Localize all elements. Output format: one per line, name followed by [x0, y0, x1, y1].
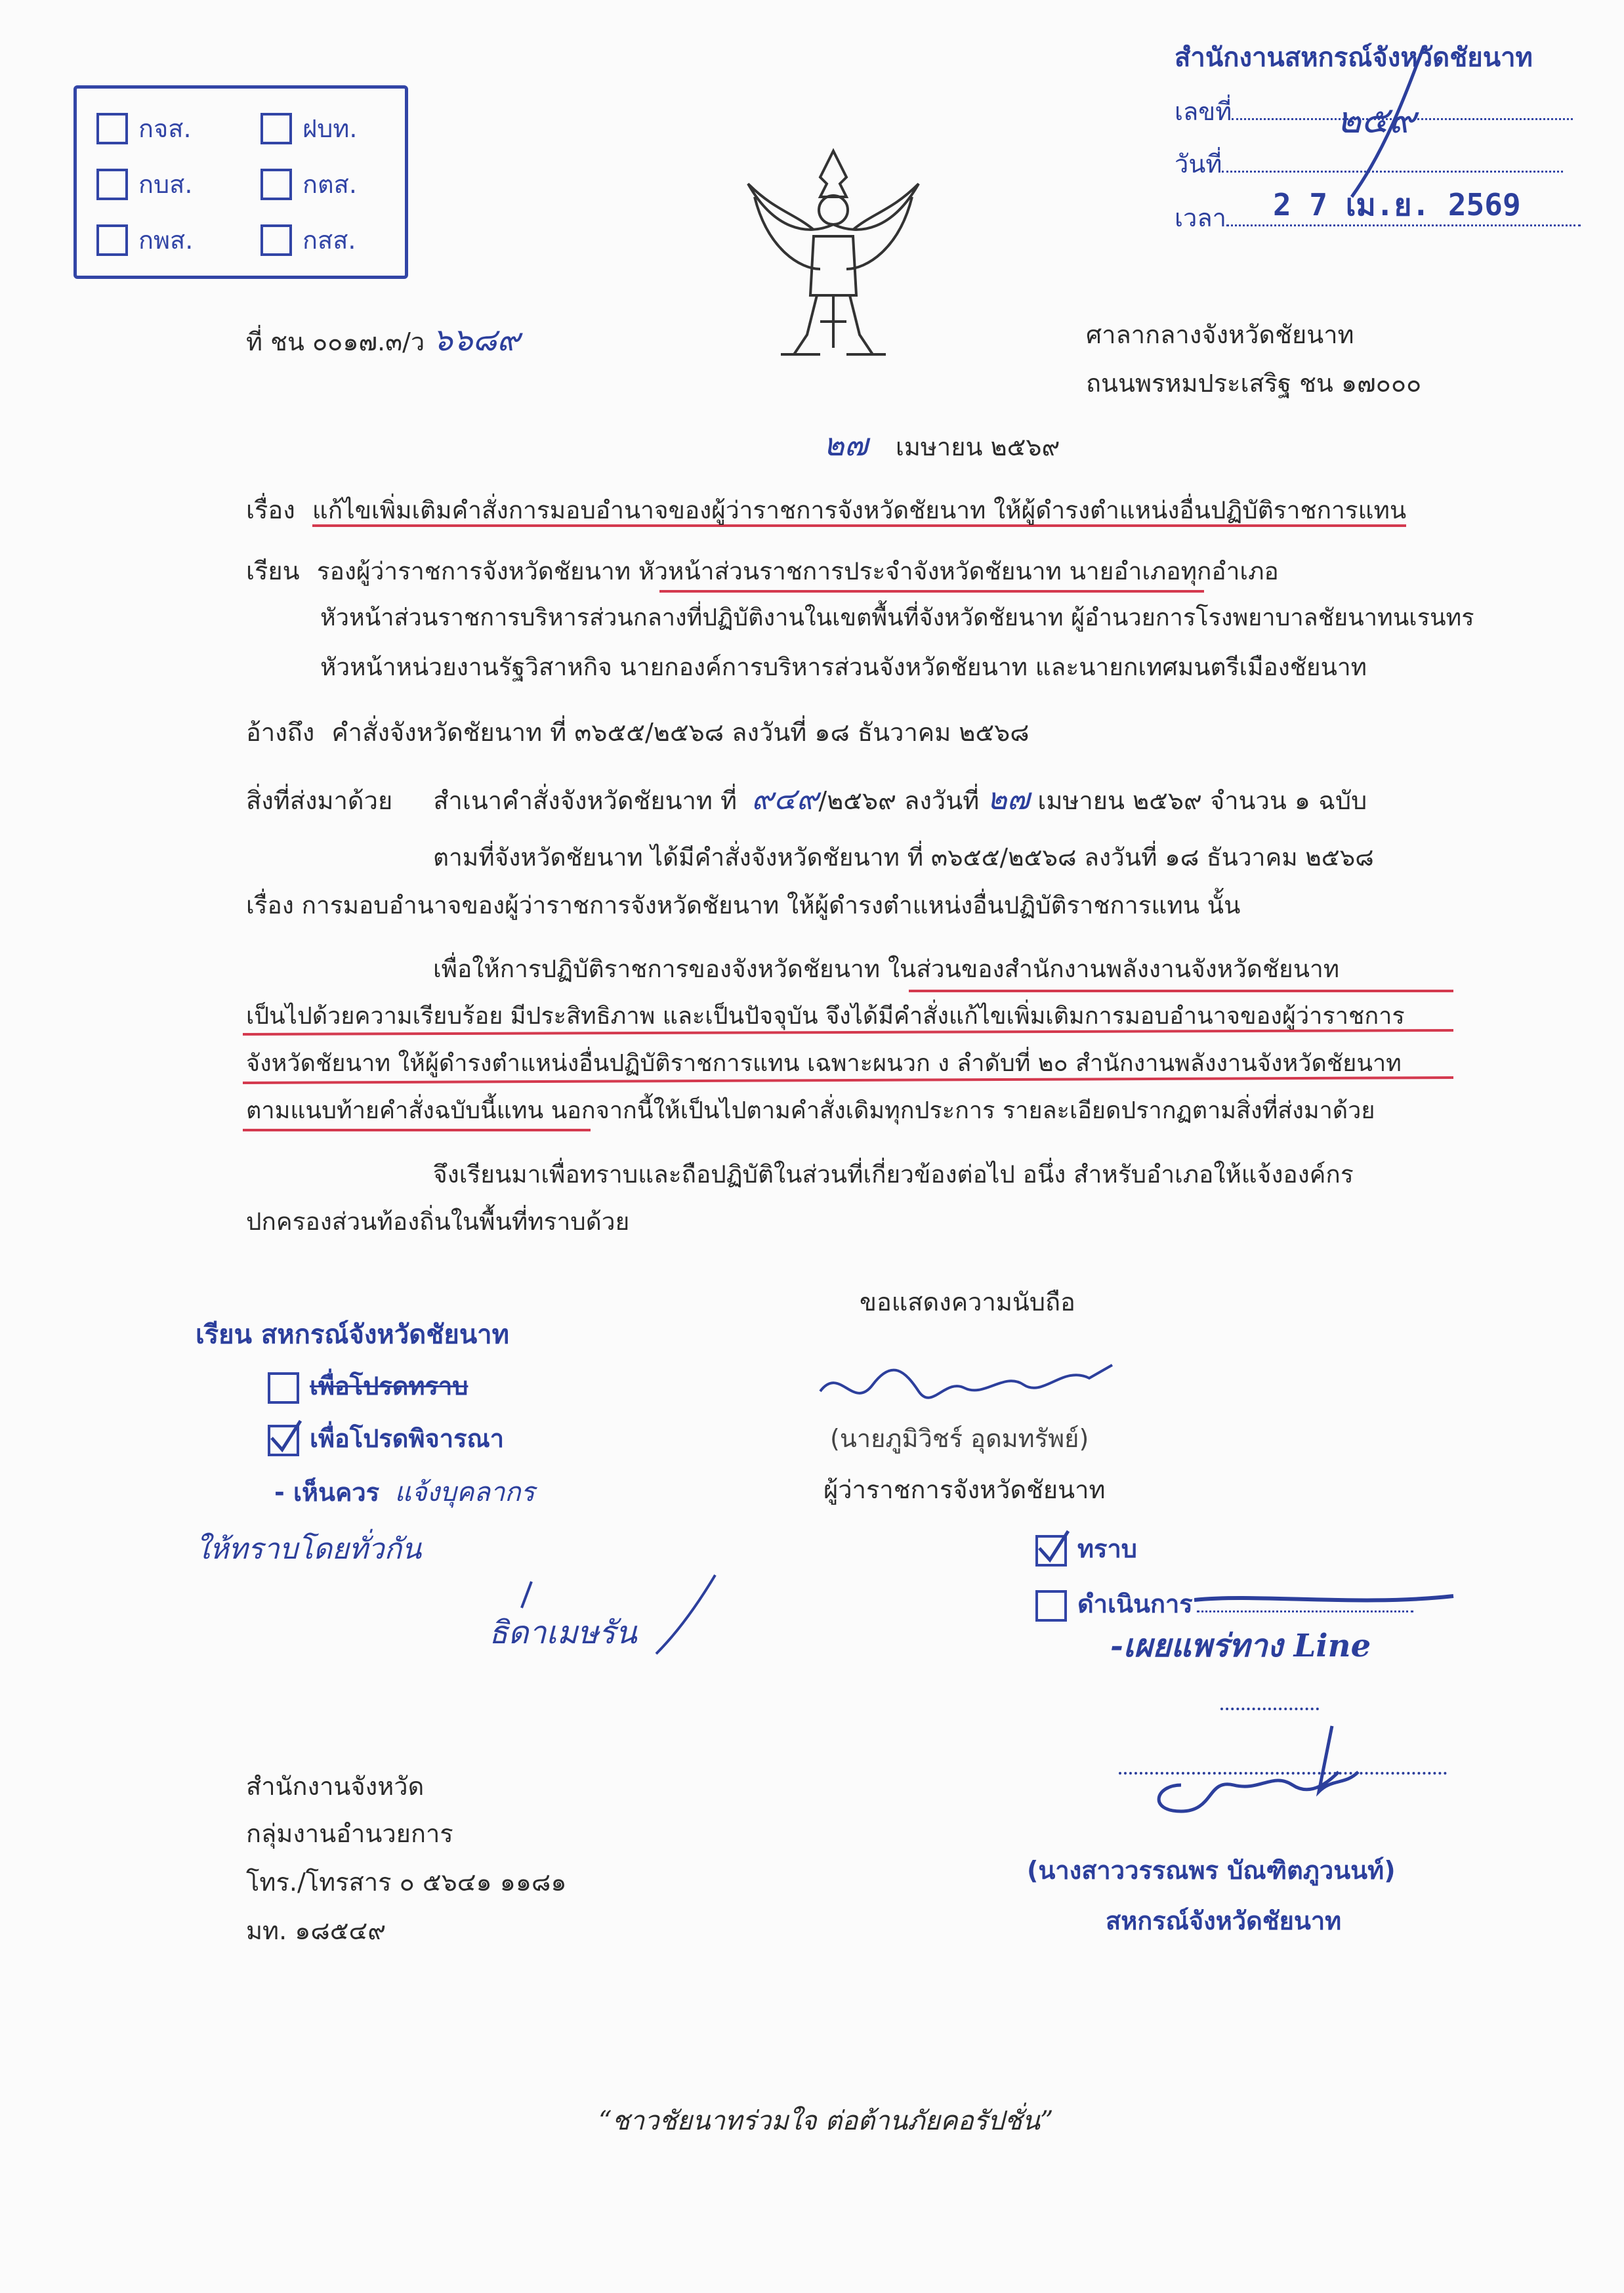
receipt-number-value: ๒๕๙ [1337, 99, 1416, 142]
letter-date-day: ๒๗ [823, 427, 868, 463]
sender-org: ศาลากลางจังหวัดชัยนาท [1086, 320, 1354, 349]
reference-label: อ้างถึง [246, 718, 315, 747]
checkbox-icon [260, 113, 292, 144]
enclosure-row: สิ่งที่ส่งมาด้วย สำเนาคำสั่งจังหวัดชัยนาท ที่ ๙๔๙/๒๕๖๙ ลงวันที่ ๒๗ เมษายน ๒๕๖๙ จำนวน ๑ ฉบับ [246, 781, 1367, 816]
action-ack[interactable]: ทราบ [1035, 1534, 1137, 1567]
receipt-time-label: เวลา [1175, 203, 1226, 232]
footer-slogan: “ชาวชัยนาทร่วมใจ ต่อต้านภัยคอรัปชั่น” [598, 2106, 1054, 2136]
reference-number: ที่ ชน ๐๐๑๗.๓/ว ๖๖๘๙ [246, 322, 520, 358]
letter-date [823, 427, 1060, 465]
memo-signature-stroke [518, 1568, 728, 1660]
subject-label: เรื่อง [246, 495, 295, 524]
footer-group: กลุ่มงานอำนวยการ [246, 1819, 453, 1848]
memo-opinion: - เห็นควร แจ้งบุคลากร [274, 1477, 535, 1507]
red-underline-to [659, 587, 1204, 595]
memo-opinion-handwritten: แจ้งบุคลากร [394, 1477, 535, 1507]
routing-item-kts[interactable]: กตส. [260, 164, 357, 204]
action-proceed-strikethrough [1194, 1587, 1457, 1613]
coop-title: สหกรณ์จังหวัดชัยนาท [1106, 1906, 1342, 1935]
coop-name: (นางสาววรรณพร บัณฑิตภูวนนท์) [1027, 1856, 1396, 1885]
governor-signature [814, 1352, 1122, 1424]
enclosure-number-handwritten: ๙๔๙ [751, 781, 819, 816]
routing-item-kss[interactable]: กสส. [260, 220, 356, 260]
receipt-number-label: เลขที่ [1175, 97, 1232, 126]
receipt-office: สำนักงานสหกรณ์จังหวัดชัยนาท [1175, 43, 1533, 73]
memo-handwritten-note: ให้ทราบโดยทั่วกัน [196, 1532, 422, 1566]
checkbox-icon [1035, 1590, 1067, 1622]
receipt-date-label: วันที่ [1175, 150, 1222, 179]
para2-line1: เพื่อให้การปฏิบัติราชการของจังหวัดชัยนาท ในส่วนของสำนักงานพลังงานจังหวัดชัยนาท [433, 955, 1340, 983]
letter-date-rest: เมษายน ๒๕๖๙ [895, 432, 1060, 461]
para1-line1: ตามที่จังหวัดชัยนาท ได้มีคำสั่งจังหวัดชัยนาท ที่ ๓๖๕๕/๒๕๖๘ ลงวันที่ ๑๘ ธันวาคม ๒๕๖๘ [433, 843, 1374, 872]
para2-line4: ตามแนบท้ายคำสั่งฉบับนี้แทน นอกจากนี้ให้เป็นไปตามคำสั่งเดิมทุกประการ รายละเอียดปรากฏตามสิ่งที่ส่งมาด้วย [246, 1097, 1375, 1124]
to-line3: หัวหน้าหน่วยงานรัฐวิสาหกิจ นายกองค์การบริหารส่วนจังหวัดชัยนาท และนายกเทศมนตรีเมืองชัยนาท [320, 653, 1367, 681]
action-handwritten-note: -เผยแพร่ทาง Line [1110, 1628, 1371, 1664]
subject-text: แก้ไขเพิ่มเติมคำสั่งการมอบอำนาจของผู้ว่าราชการจังหวัดชัยนาท ให้ผู้ดำรงตำแหน่งอื่นปฏิบัติราชการแทน [312, 496, 1406, 527]
routing-stamp [73, 85, 408, 279]
checked-checkbox-icon [268, 1425, 299, 1456]
para1-line2: เรื่อง การมอบอำนาจของผู้ว่าราชการจังหวัดชัยนาท ให้ผู้ดำรงตำแหน่งอื่นปฏิบัติราชการแทน นั้น [246, 891, 1241, 919]
para2-line2: เป็นไปด้วยความเรียบร้อย มีประสิทธิภาพ และเป็นปัจจุบัน จึงได้มีคำสั่งแก้ไขเพิ่มเติมการมอบอำนาจของผู้ว่าราชการ [246, 1003, 1405, 1030]
routing-item-kps[interactable]: กพส. [96, 220, 193, 260]
reference-text: คำสั่งจังหวัดชัยนาท ที่ ๓๖๕๕/๒๕๖๘ ลงวันที่ ๑๘ ธันวาคม ๒๕๖๘ [331, 718, 1030, 747]
memo-handwritten-signature: ธิดาเมษรัน [489, 1614, 637, 1651]
checkbox-icon [268, 1372, 299, 1404]
enclosure-day-handwritten: ๒๗ [987, 781, 1030, 816]
routing-item-fbt[interactable]: ฝบท. [260, 108, 358, 148]
checkbox-icon [260, 224, 292, 256]
routing-item-kbs[interactable]: กบส. [96, 164, 192, 204]
routing-item-kjs[interactable]: กจส. [96, 108, 192, 148]
footer-mt: มท. ๑๘๕๔๙ [246, 1916, 386, 1945]
coop-signature [1135, 1713, 1398, 1818]
checkbox-icon [96, 169, 128, 200]
red-underlines-para2 [243, 984, 1457, 1142]
memo-option-consider[interactable]: เพื่อโปรดพิจารณา [268, 1424, 504, 1456]
para3-line2: ปกครองส่วนท้องถิ่นในพื้นที่ทราบด้วย [246, 1208, 630, 1236]
footer-tel: โทร./โทรสาร ๐ ๕๖๔๑ ๑๑๘๑ [246, 1868, 567, 1897]
checkbox-icon [96, 113, 128, 144]
subject-row [246, 495, 1406, 526]
footer-office: สำนักงานจังหวัด [246, 1772, 425, 1801]
memo-to: เรียน สหกรณ์จังหวัดชัยนาท [196, 1320, 509, 1350]
checked-checkbox-icon [1035, 1535, 1067, 1567]
reference-number-handwritten: ๖๖๘๙ [432, 322, 520, 358]
closing: ขอแสดงความนับถือ [860, 1288, 1075, 1316]
checkbox-icon [260, 169, 292, 200]
to-row [246, 557, 1279, 587]
garuda-emblem-icon [735, 138, 932, 374]
para2-line3: จังหวัดชัยนาท ให้ผู้ดำรงตำแหน่งอื่นปฏิบัติราชการแทน เฉพาะผนวก ง ลำดับที่ ๒๐ สำนักงานพลังงานจังหวัดชัยนาท [246, 1050, 1402, 1077]
action-proceed[interactable]: ดำเนินการ [1035, 1589, 1413, 1622]
para3-line1: จึงเรียนมาเพื่อทราบและถือปฏิบัติในส่วนที่เกี่ยวข้องต่อไป อนึ่ง สำหรับอำเภอให้แจ้งองค์กร [433, 1160, 1354, 1189]
checkbox-icon [96, 224, 128, 256]
to-line2: หัวหน้าส่วนราชการบริหารส่วนกลางที่ปฏิบัติงานในเขตพื้นที่จังหวัดชัยนาท ผู้อำนวยการโรงพยาบาลชัยนาทนเรนทร [320, 604, 1474, 631]
receipt-time-line [1226, 224, 1581, 226]
reference-row [246, 718, 1030, 748]
sender-address: ถนนพรหมประเสริฐ ชน ๑๗๐๐๐ [1086, 369, 1422, 398]
signer-title: ผู้ว่าราชการจังหวัดชัยนาท [823, 1475, 1106, 1504]
to-line1: รองผู้ว่าราชการจังหวัดชัยนาท หัวหน้าส่วนราชการประจำจังหวัดชัยนาท นายอำเภอทุกอำเภอ [316, 557, 1279, 585]
receipt-date-value: 2 7 เม.ย. 2569 [1273, 187, 1521, 222]
memo-option-inform[interactable]: เพื่อโปรดทราบ [268, 1372, 468, 1404]
dotted-line [1220, 1708, 1319, 1710]
to-label: เรียน [246, 557, 300, 585]
enclosure-label: สิ่งที่ส่งมาด้วย [246, 786, 393, 815]
receipt-slash-mark [1325, 39, 1444, 210]
signer-name: (นายภูมิวิชร์ อุดมทรัพย์) [830, 1424, 1089, 1453]
